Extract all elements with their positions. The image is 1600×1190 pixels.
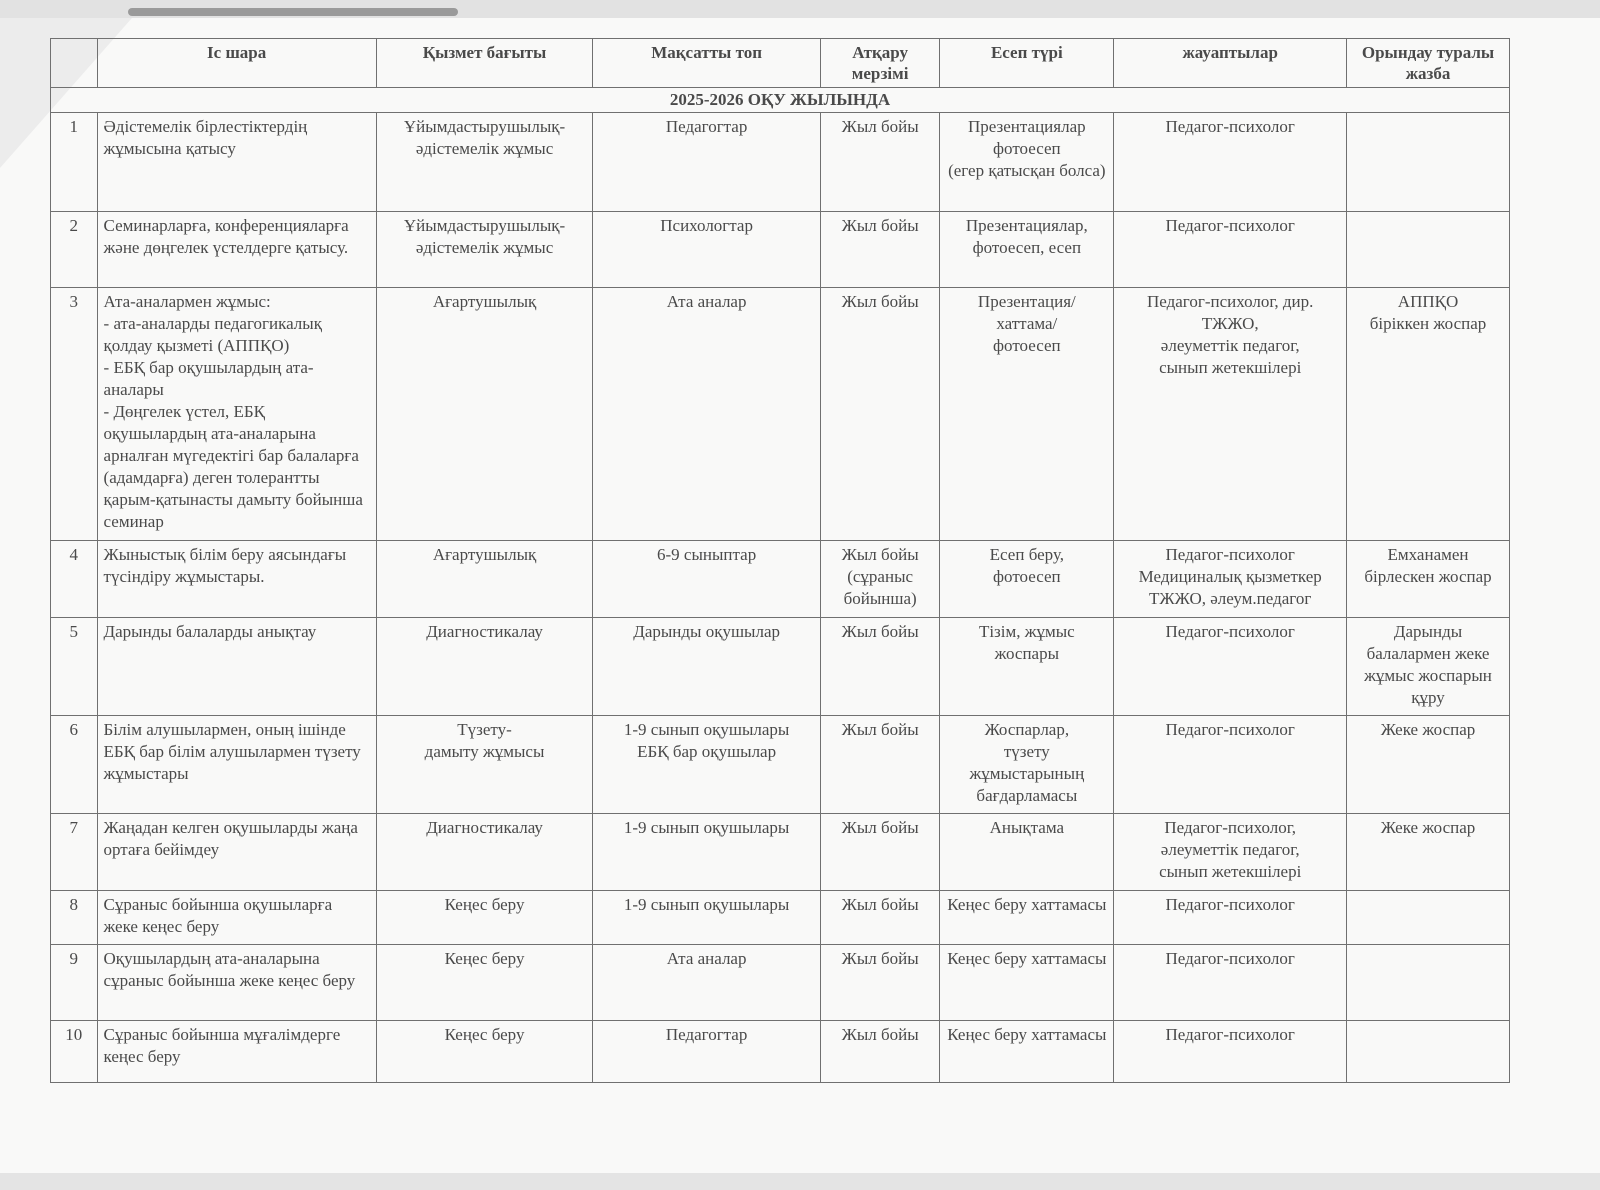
table-row	[51, 716, 1510, 814]
report-cell: Тізім, жұмыс жоспары	[940, 618, 1114, 716]
event-cell: Жаңадан келген оқушыларды жаңа ортаға бейімдеу	[97, 814, 376, 891]
event-cell: Оқушылардың ата-аналарына сұраныс бойынша жеке кеңес беру	[97, 945, 376, 1021]
note-cell	[1347, 113, 1510, 212]
header-direction: Қызмет бағыты	[376, 39, 593, 88]
note-cell: Жеке жоспар	[1347, 814, 1510, 891]
term-cell: Жыл бойы	[820, 618, 939, 716]
table-row	[51, 541, 1510, 618]
table-row	[51, 945, 1510, 1021]
report-cell: Кеңес беру хаттамасы	[940, 891, 1114, 945]
row-number: 7	[51, 814, 98, 891]
table-row	[51, 113, 1510, 212]
note-cell	[1347, 891, 1510, 945]
note-cell: Дарынды балалармен жеке жұмыс жоспарын құру	[1347, 618, 1510, 716]
term-cell: Жыл бойы	[820, 814, 939, 891]
section-row	[51, 88, 1510, 113]
report-cell: Анықтама	[940, 814, 1114, 891]
row-number: 4	[51, 541, 98, 618]
table-row	[51, 212, 1510, 288]
report-cell: Презентациялар, фотоесеп, есеп	[940, 212, 1114, 288]
target-cell: 6-9 сыныптар	[593, 541, 821, 618]
report-cell: Презентациялар фотоесеп (егер қатысқан болса)	[940, 113, 1114, 212]
table-row	[51, 891, 1510, 945]
row-number: 3	[51, 288, 98, 541]
responsible-cell: Педагог-психолог	[1114, 1021, 1347, 1083]
direction-cell: Диагностикалау	[376, 814, 593, 891]
term-cell: Жыл бойы	[820, 113, 939, 212]
report-cell: Кеңес беру хаттамасы	[940, 1021, 1114, 1083]
work-plan-table	[50, 38, 1510, 1083]
responsible-cell: Педагог-психолог	[1114, 891, 1347, 945]
term-cell: Жыл бойы	[820, 288, 939, 541]
target-cell: Психологтар	[593, 212, 821, 288]
target-cell: Ата аналар	[593, 945, 821, 1021]
note-cell: АППҚО біріккен жоспар	[1347, 288, 1510, 541]
report-cell: Кеңес беру хаттамасы	[940, 945, 1114, 1021]
direction-cell: Ағартушылық	[376, 288, 593, 541]
header-row	[51, 39, 1510, 88]
section-title: 2025-2026 ОҚУ ЖЫЛЫНДА	[51, 88, 1510, 113]
term-cell: Жыл бойы	[820, 891, 939, 945]
note-cell: Емханамен бірлескен жоспар	[1347, 541, 1510, 618]
header-note: Орындау туралы жазба	[1347, 39, 1510, 88]
table-row	[51, 814, 1510, 891]
responsible-cell: Педагог-психолог	[1114, 945, 1347, 1021]
event-cell: Әдістемелік бірлестіктердің жұмысына қатысу	[97, 113, 376, 212]
report-cell: Жоспарлар, түзету жұмыстарының бағдарламасы	[940, 716, 1114, 814]
direction-cell: Ағартушылық	[376, 541, 593, 618]
header-term: Атқару мерзімі	[820, 39, 939, 88]
direction-cell: Ұйымдастырушылық-әдістемелік жұмыс	[376, 113, 593, 212]
row-number: 1	[51, 113, 98, 212]
report-cell: Есеп беру, фотоесеп	[940, 541, 1114, 618]
row-number: 9	[51, 945, 98, 1021]
term-cell: Жыл бойы	[820, 945, 939, 1021]
responsible-cell: Педагог-психолог	[1114, 716, 1347, 814]
event-cell: Сұраныс бойынша мұғалімдерге кеңес беру	[97, 1021, 376, 1083]
direction-cell: Диагностикалау	[376, 618, 593, 716]
event-cell: Білім алушылармен, оның ішінде ЕБҚ бар білім алушылармен түзету жұмыстары	[97, 716, 376, 814]
term-cell: Жыл бойы	[820, 1021, 939, 1083]
responsible-cell: Педагог-психолог	[1114, 212, 1347, 288]
row-number: 10	[51, 1021, 98, 1083]
row-number: 5	[51, 618, 98, 716]
table-row	[51, 1021, 1510, 1083]
note-cell	[1347, 212, 1510, 288]
term-cell: Жыл бойы	[820, 212, 939, 288]
term-cell: Жыл бойы (сұраныс бойынша)	[820, 541, 939, 618]
note-cell	[1347, 1021, 1510, 1083]
event-cell: Дарынды балаларды анықтау	[97, 618, 376, 716]
event-cell: Ата-аналармен жұмыс: - ата-аналарды педагогикалық қолдау қызметі (АППҚО) - ЕБҚ бар оқушылардың ата-аналары - Дөңгелек үстел, ЕБҚ оқушылардың ата-аналарына арналған мүгедектігі бар балаларға (адамдарға) деген толерантты қарым-қатынасты дамыту бойынша семинар	[97, 288, 376, 541]
table-row	[51, 618, 1510, 716]
responsible-cell: Педагог-психолог, әлеуметтік педагог, сынып жетекшілері	[1114, 814, 1347, 891]
header-target: Мақсатты топ	[593, 39, 821, 88]
header-report: Есеп түрі	[940, 39, 1114, 88]
row-number: 6	[51, 716, 98, 814]
responsible-cell: Педагог-психолог	[1114, 618, 1347, 716]
report-cell: Презентация/ хаттама/ фотоесеп	[940, 288, 1114, 541]
responsible-cell: Педагог-психолог	[1114, 113, 1347, 212]
responsible-cell: Педагог-психолог Медициналық қызметкер ТЖЖО, әлеум.педагог	[1114, 541, 1347, 618]
header-event: Іс шара	[97, 39, 376, 88]
direction-cell: Ұйымдастырушылық-әдістемелік жұмыс	[376, 212, 593, 288]
row-number: 2	[51, 212, 98, 288]
direction-cell: Кеңес беру	[376, 891, 593, 945]
event-cell: Жыныстық білім беру аясындағы түсіндіру жұмыстары.	[97, 541, 376, 618]
target-cell: 1-9 сынып оқушылары	[593, 814, 821, 891]
direction-cell: Кеңес беру	[376, 1021, 593, 1083]
event-cell: Сұраныс бойынша оқушыларға жеке кеңес беру	[97, 891, 376, 945]
target-cell: 1-9 сынып оқушылары	[593, 891, 821, 945]
direction-cell: Түзету- дамыту жұмысы	[376, 716, 593, 814]
viewer-bottom-bar	[0, 1173, 1600, 1190]
event-cell: Семинарларға, конференцияларға және дөңгелек үстелдерге қатысу.	[97, 212, 376, 288]
target-cell: Педагогтар	[593, 113, 821, 212]
term-cell: Жыл бойы	[820, 716, 939, 814]
table-row	[51, 288, 1510, 541]
target-cell: Педагогтар	[593, 1021, 821, 1083]
note-cell	[1347, 945, 1510, 1021]
direction-cell: Кеңес беру	[376, 945, 593, 1021]
horizontal-scrollbar[interactable]	[128, 8, 458, 16]
target-cell: 1-9 сынып оқушылары ЕБҚ бар оқушылар	[593, 716, 821, 814]
note-cell: Жеке жоспар	[1347, 716, 1510, 814]
target-cell: Ата аналар	[593, 288, 821, 541]
target-cell: Дарынды оқушылар	[593, 618, 821, 716]
row-number: 8	[51, 891, 98, 945]
header-num	[51, 39, 98, 88]
header-responsible: жауаптылар	[1114, 39, 1347, 88]
responsible-cell: Педагог-психолог, дир. ТЖЖО, әлеуметтік педагог, сынып жетекшілері	[1114, 288, 1347, 541]
